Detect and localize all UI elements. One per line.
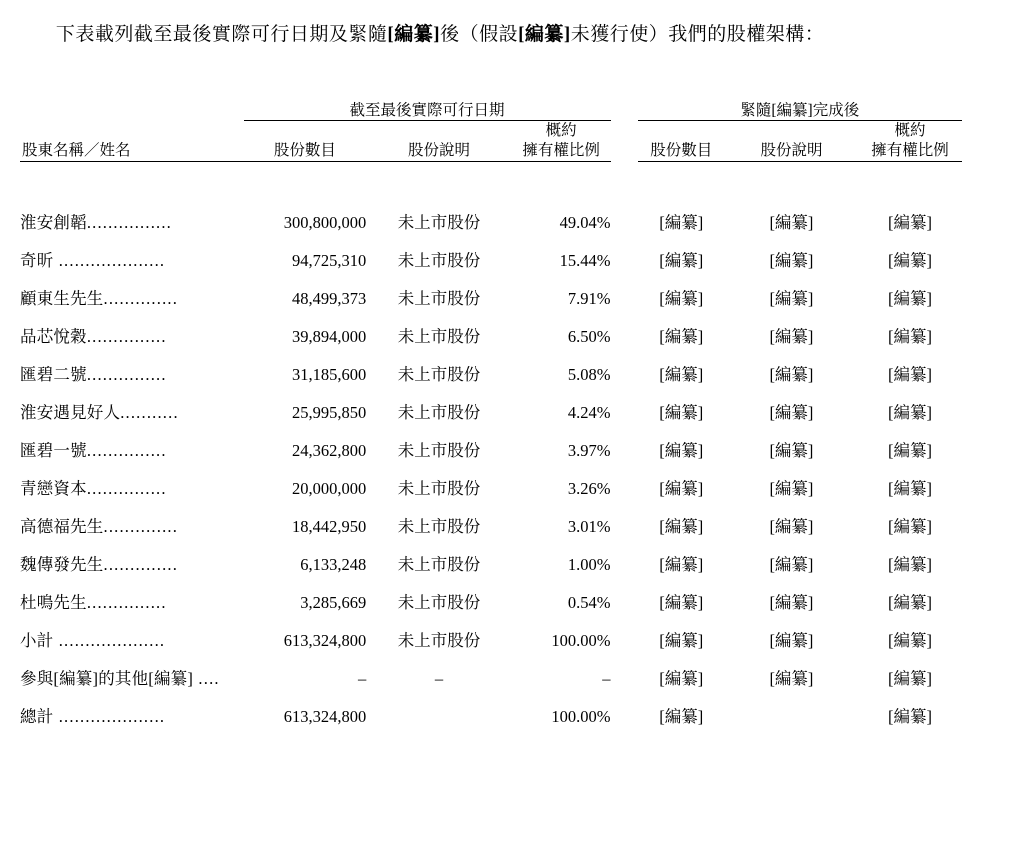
row-shareholder-name bbox=[20, 622, 244, 660]
shareholder-label: 青戀資本 bbox=[20, 479, 87, 498]
leader-dots: .............. bbox=[103, 555, 179, 574]
table-row bbox=[20, 204, 962, 242]
row-share-description-current: 未上市股份 bbox=[397, 289, 481, 308]
row-shares-current: 6,133,248 bbox=[300, 555, 367, 574]
row-ownership-pct-after: [編纂] bbox=[887, 707, 932, 726]
leader-dots: ........... bbox=[120, 403, 179, 422]
row-shareholder-name bbox=[20, 546, 244, 584]
leader-dots: ............... bbox=[86, 327, 167, 346]
row-share-description-current: – bbox=[434, 669, 444, 688]
leader-dots: .................... bbox=[53, 707, 166, 726]
row-ownership-pct-after: [編纂] bbox=[887, 441, 932, 460]
shareholder-label: 總計 bbox=[20, 707, 54, 726]
table-body bbox=[20, 204, 962, 736]
row-ownership-pct-current: 0.54% bbox=[567, 593, 611, 612]
shareholder-label: 匯碧一號 bbox=[20, 441, 87, 460]
row-shares-current: 48,499,373 bbox=[291, 289, 367, 308]
row-shareholder-name bbox=[20, 508, 244, 546]
table-row bbox=[20, 280, 962, 318]
row-share-description-after: [編纂] bbox=[769, 213, 814, 232]
row-column-gap bbox=[611, 394, 638, 432]
row-shares-after: [編纂] bbox=[659, 479, 704, 498]
table-row bbox=[20, 242, 962, 280]
table-row bbox=[20, 432, 962, 470]
row-column-gap bbox=[611, 470, 638, 508]
row-share-description-current: 未上市股份 bbox=[397, 403, 481, 422]
row-column-gap bbox=[611, 508, 638, 546]
col-header-name: 股東名稱／姓名 bbox=[20, 121, 244, 162]
row-share-description-current: 未上市股份 bbox=[397, 251, 481, 270]
row-shares-current: 613,324,800 bbox=[283, 707, 367, 726]
row-ownership-pct-current: – bbox=[602, 669, 611, 688]
row-shares-after: [編纂] bbox=[659, 555, 704, 574]
row-shareholder-name bbox=[20, 698, 244, 736]
leader-dots: ............... bbox=[86, 365, 167, 384]
row-shares-after: [編纂] bbox=[659, 365, 704, 384]
table-row bbox=[20, 356, 962, 394]
row-ownership-pct-after: [編纂] bbox=[887, 517, 932, 536]
row-ownership-pct-after: [編纂] bbox=[887, 365, 932, 384]
row-shares-current: – bbox=[357, 669, 367, 688]
row-ownership-pct-current: 5.08% bbox=[567, 365, 611, 384]
leader-dots: .................... bbox=[53, 631, 166, 650]
col-header-pct-1-line1: 概約 bbox=[545, 122, 577, 139]
shareholder-label: 匯碧二號 bbox=[20, 365, 87, 384]
row-shares-after: [編纂] bbox=[659, 213, 704, 232]
row-share-description-after: [編纂] bbox=[769, 403, 814, 422]
leader-dots: ............... bbox=[86, 441, 167, 460]
row-shareholder-name bbox=[20, 356, 244, 394]
row-share-description-current: 未上市股份 bbox=[397, 593, 481, 612]
row-share-description-after: [編纂] bbox=[769, 441, 814, 460]
row-share-description-current: 未上市股份 bbox=[397, 555, 481, 574]
shareholder-label: 高德福先生 bbox=[20, 517, 104, 536]
row-column-gap bbox=[611, 660, 638, 698]
row-share-description-after: [編纂] bbox=[769, 479, 814, 498]
leader-dots: .................... bbox=[53, 251, 166, 270]
row-column-gap bbox=[611, 698, 638, 736]
intro-text-part3: 未獲行使）我們的股權架構： bbox=[570, 24, 825, 45]
group-header-row bbox=[20, 98, 962, 121]
row-column-gap bbox=[611, 318, 638, 356]
row-shareholder-name bbox=[20, 242, 244, 280]
row-shares-after: [編纂] bbox=[659, 289, 704, 308]
col-header-desc-2: 股份說明 bbox=[725, 121, 858, 162]
row-shares-after: [編纂] bbox=[659, 707, 704, 726]
table-row bbox=[20, 622, 962, 660]
row-ownership-pct-after: [編纂] bbox=[887, 593, 932, 612]
row-share-description-after: [編纂] bbox=[769, 593, 814, 612]
row-ownership-pct-current: 4.24% bbox=[567, 403, 611, 422]
row-shares-after: [編纂] bbox=[659, 327, 704, 346]
row-ownership-pct-after: [編纂] bbox=[887, 403, 932, 422]
row-share-description-current: 未上市股份 bbox=[397, 365, 481, 384]
intro-text-part2: 後（假設 bbox=[440, 24, 519, 45]
leader-dots: .............. bbox=[103, 289, 179, 308]
group-header-after: 緊隨[編纂]完成後 bbox=[638, 98, 962, 121]
col-header-gap bbox=[611, 121, 638, 162]
shareholder-label: 魏傳發先生 bbox=[20, 555, 104, 574]
table-row bbox=[20, 660, 962, 698]
row-column-gap bbox=[611, 546, 638, 584]
leader-dots: ............... bbox=[86, 479, 167, 498]
column-header-row bbox=[20, 121, 962, 162]
row-shareholder-name bbox=[20, 204, 244, 242]
table-row bbox=[20, 698, 962, 736]
shareholder-label: 奇昕 bbox=[20, 251, 54, 270]
shareholder-label: 參與[編纂]的其他[編纂] bbox=[20, 669, 194, 688]
row-ownership-pct-current: 3.26% bbox=[567, 479, 611, 498]
row-ownership-pct-after: [編纂] bbox=[887, 251, 932, 270]
row-shares-after: [編纂] bbox=[659, 669, 704, 688]
leader-dots: .... bbox=[193, 669, 220, 688]
row-shares-after: [編纂] bbox=[659, 517, 704, 536]
row-shareholder-name bbox=[20, 318, 244, 356]
col-header-pct-1-line2: 擁有權比例 bbox=[522, 142, 600, 159]
row-share-description-after: [編纂] bbox=[769, 555, 814, 574]
table-row bbox=[20, 394, 962, 432]
row-shares-current: 25,995,850 bbox=[291, 403, 367, 422]
row-share-description-current: 未上市股份 bbox=[397, 441, 481, 460]
col-header-pct-2-line2: 擁有權比例 bbox=[871, 142, 949, 159]
row-shareholder-name bbox=[20, 660, 244, 698]
row-share-description-after bbox=[725, 698, 858, 736]
row-shares-current: 94,725,310 bbox=[291, 251, 367, 270]
shareholder-label: 淮安遇見好人 bbox=[20, 403, 121, 422]
row-share-description-current bbox=[366, 698, 512, 736]
row-shares-current: 613,324,800 bbox=[283, 631, 367, 650]
row-shareholder-name bbox=[20, 470, 244, 508]
shareholder-label: 淮安創韜 bbox=[20, 213, 87, 232]
row-share-description-after: [編纂] bbox=[769, 631, 814, 650]
spacer-cell bbox=[20, 162, 962, 205]
row-shares-current: 31,185,600 bbox=[291, 365, 367, 384]
table-row bbox=[20, 546, 962, 584]
row-share-description-after: [編纂] bbox=[769, 517, 814, 536]
row-share-description-after: [編纂] bbox=[769, 327, 814, 346]
col-header-pct-2 bbox=[858, 121, 962, 162]
row-column-gap bbox=[611, 204, 638, 242]
shareholder-label: 品芯悅穀 bbox=[20, 327, 87, 346]
table-row bbox=[20, 584, 962, 622]
row-column-gap bbox=[611, 584, 638, 622]
row-share-description-current: 未上市股份 bbox=[397, 631, 481, 650]
group-header-spacer bbox=[20, 98, 244, 121]
row-ownership-pct-after: [編纂] bbox=[887, 289, 932, 308]
col-header-desc-1: 股份說明 bbox=[366, 121, 512, 162]
intro-redaction-1: [編纂] bbox=[387, 24, 441, 45]
col-header-shares-2: 股份數目 bbox=[638, 121, 725, 162]
shareholder-label: 杜鳴先生 bbox=[20, 593, 87, 612]
row-share-description-after: [編纂] bbox=[769, 365, 814, 384]
col-header-shares-1: 股份數目 bbox=[244, 121, 367, 162]
intro-paragraph bbox=[16, 18, 964, 52]
col-header-pct-2-line1: 概約 bbox=[894, 122, 926, 139]
row-column-gap bbox=[611, 242, 638, 280]
shareholding-table bbox=[20, 98, 962, 736]
row-shareholder-name bbox=[20, 394, 244, 432]
row-ownership-pct-after: [編纂] bbox=[887, 669, 932, 688]
row-share-description-current: 未上市股份 bbox=[397, 479, 481, 498]
row-column-gap bbox=[611, 356, 638, 394]
row-shares-current: 24,362,800 bbox=[291, 441, 367, 460]
row-share-description-current: 未上市股份 bbox=[397, 327, 481, 346]
row-shares-current: 39,894,000 bbox=[291, 327, 367, 346]
row-share-description-after: [編纂] bbox=[769, 289, 814, 308]
row-share-description-current: 未上市股份 bbox=[397, 213, 481, 232]
row-ownership-pct-after: [編纂] bbox=[887, 631, 932, 650]
group-header-current: 截至最後實際可行日期 bbox=[244, 98, 611, 121]
leader-dots: ................ bbox=[86, 213, 173, 232]
row-ownership-pct-after: [編纂] bbox=[887, 479, 932, 498]
row-shares-current: 3,285,669 bbox=[300, 593, 367, 612]
shareholder-label: 顧東生先生 bbox=[20, 289, 104, 308]
row-shares-current: 20,000,000 bbox=[291, 479, 367, 498]
row-ownership-pct-current: 6.50% bbox=[567, 327, 611, 346]
row-shares-current: 300,800,000 bbox=[283, 213, 367, 232]
row-share-description-after: [編纂] bbox=[769, 251, 814, 270]
header-body-spacer bbox=[20, 162, 962, 205]
row-ownership-pct-current: 100.00% bbox=[551, 631, 611, 650]
row-ownership-pct-after: [編纂] bbox=[887, 555, 932, 574]
row-share-description-current: 未上市股份 bbox=[397, 517, 481, 536]
row-ownership-pct-current: 7.91% bbox=[567, 289, 611, 308]
row-shares-current: 18,442,950 bbox=[291, 517, 367, 536]
row-column-gap bbox=[611, 280, 638, 318]
row-shares-after: [編纂] bbox=[659, 593, 704, 612]
row-ownership-pct-current: 15.44% bbox=[559, 251, 611, 270]
row-ownership-pct-current: 3.97% bbox=[567, 441, 611, 460]
group-header-gap bbox=[611, 98, 638, 121]
row-shares-after: [編纂] bbox=[659, 441, 704, 460]
leader-dots: ............... bbox=[86, 593, 167, 612]
row-shares-after: [編纂] bbox=[659, 631, 704, 650]
row-shareholder-name bbox=[20, 432, 244, 470]
table-row bbox=[20, 508, 962, 546]
row-shareholder-name bbox=[20, 584, 244, 622]
row-share-description-after: [編纂] bbox=[769, 669, 814, 688]
table-row bbox=[20, 318, 962, 356]
leader-dots: .............. bbox=[103, 517, 179, 536]
shareholder-label: 小計 bbox=[20, 631, 54, 650]
row-shares-after: [編纂] bbox=[659, 251, 704, 270]
col-header-pct-1 bbox=[512, 121, 611, 162]
row-ownership-pct-current: 3.01% bbox=[567, 517, 611, 536]
row-ownership-pct-after: [編纂] bbox=[887, 327, 932, 346]
table-head bbox=[20, 98, 962, 204]
row-ownership-pct-current: 1.00% bbox=[567, 555, 611, 574]
row-ownership-pct-current: 49.04% bbox=[559, 213, 611, 232]
intro-redaction-2: [編纂] bbox=[518, 24, 571, 45]
row-shares-after: [編纂] bbox=[659, 403, 704, 422]
intro-text-part1: 下表載列截至最後實際可行日期及緊隨 bbox=[55, 24, 388, 45]
table-row bbox=[20, 470, 962, 508]
row-ownership-pct-after: [編纂] bbox=[887, 213, 932, 232]
row-column-gap bbox=[611, 432, 638, 470]
row-column-gap bbox=[611, 622, 638, 660]
row-shareholder-name bbox=[20, 280, 244, 318]
row-ownership-pct-current: 100.00% bbox=[551, 707, 611, 726]
